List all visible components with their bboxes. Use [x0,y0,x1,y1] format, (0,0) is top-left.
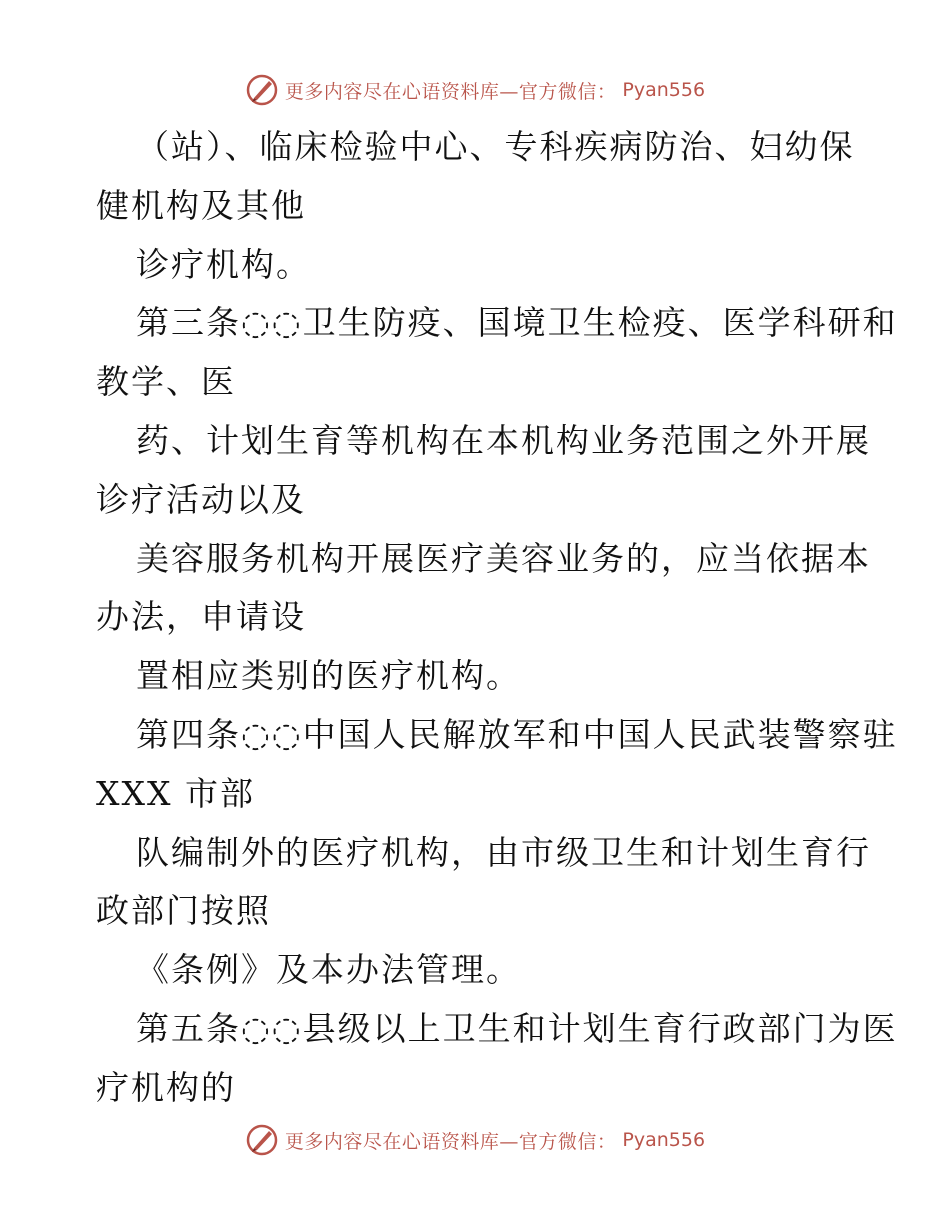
article-5-line: 第五条◌◌县级以上卫生和计划生育行政部门为医 [136,1008,898,1048]
pen-logo-icon [245,1123,279,1157]
text-line: XXX 市部 [96,773,255,813]
text-line: 美容服务机构开展医疗美容业务的，应当依据本 [136,538,871,578]
article-3-line: 第三条◌◌卫生防疫、国境卫生检疫、医学科研和 [136,303,898,343]
text-line: 办法，申请设 [96,597,306,637]
text-line: 诊疗机构。 [136,244,311,284]
footer-banner-text: 更多内容尽在心语资料库—官方微信： [284,1130,617,1153]
text-line: 药、计划生育等机构在本机构业务范围之外开展 [136,420,871,460]
text-line: 诊疗活动以及 [96,479,306,519]
header-banner-contact: Pyan556 [622,79,706,101]
text-line: 疗机构的 [96,1067,236,1107]
footer-banner [0,1120,950,1160]
footer-banner-contact: Pyan556 [622,1129,706,1151]
text-line: 置相应类别的医疗机构。 [136,656,521,696]
text-line: 政部门按照 [96,891,271,931]
text-line: 《条例》及本办法管理。 [136,950,521,990]
text-line: （站）、临床检验中心、专科疾病防治、妇幼保 [136,127,855,166]
text-line: 健机构及其他 [96,185,306,225]
text-line: 队编制外的医疗机构，由市级卫生和计划生育行 [136,832,871,872]
article-4-line: 第四条◌◌中国人民解放军和中国人民武装警察驻 [136,714,898,754]
header-banner [0,70,950,110]
header-banner-text: 更多内容尽在心语资料库—官方微信： [284,80,617,103]
document-body [96,118,898,1118]
pen-logo-icon [245,73,279,107]
text-line: 教学、医 [96,362,236,402]
